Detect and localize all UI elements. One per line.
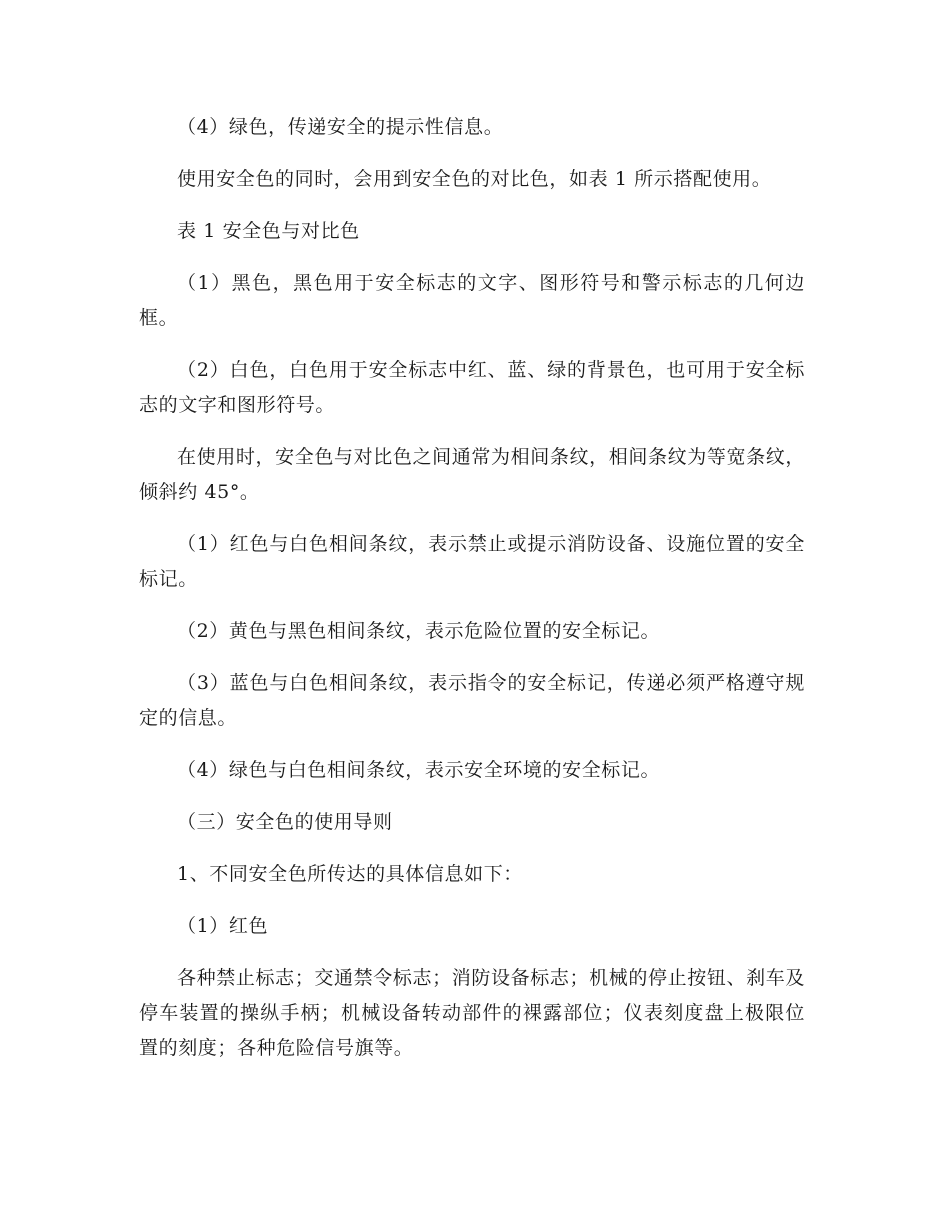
paragraph-white: （2）白色，白色用于安全标志中红、蓝、绿的背景色，也可用于安全标志的文字和图形符号。 bbox=[139, 359, 805, 416]
paragraph-stripes-intro: 在使用时，安全色与对比色之间通常为相间条纹，相间条纹为等宽条纹，倾斜约 45°。 bbox=[139, 446, 805, 503]
paragraph-contrast-intro: 使用安全色的同时，会用到安全色的对比色，如表 1 所示搭配使用。 bbox=[177, 168, 772, 190]
paragraph-red-white-stripes: （1）红色与白色相间条纹，表示禁止或提示消防设备、设施位置的安全标记。 bbox=[139, 533, 805, 590]
table-caption: 表 1 安全色与对比色 bbox=[177, 220, 360, 242]
paragraph-blue-white-stripes: （3）蓝色与白色相间条纹，表示指令的安全标记，传递必须严格遵守规定的信息。 bbox=[139, 672, 805, 729]
section-heading-guidelines: （三）安全色的使用导则 bbox=[177, 811, 393, 833]
paragraph-green-meaning: （4）绿色，传递安全的提示性信息。 bbox=[177, 116, 504, 138]
paragraph-black: （1）黑色，黑色用于安全标志的文字、图形符号和警示标志的几何边框。 bbox=[139, 272, 805, 329]
paragraph-red-usage: 各种禁止标志；交通禁令标志；消防设备标志；机械的停止按钮、刹车及停车装置的操纵手柄；机械设备转动部件的裸露部位；仪表刻度盘上极限位置的刻度；各种危险信号旗等。 bbox=[139, 967, 805, 1059]
paragraph-specific-info: 1、不同安全色所传达的具体信息如下： bbox=[177, 863, 523, 885]
paragraph-yellow-black-stripes: （2）黄色与黑色相间条纹，表示危险位置的安全标记。 bbox=[177, 620, 661, 642]
document-page bbox=[139, 110, 805, 1083]
paragraph-green-white-stripes: （4）绿色与白色相间条纹，表示安全环境的安全标记。 bbox=[177, 759, 661, 781]
subheading-red: （1）红色 bbox=[177, 915, 269, 937]
